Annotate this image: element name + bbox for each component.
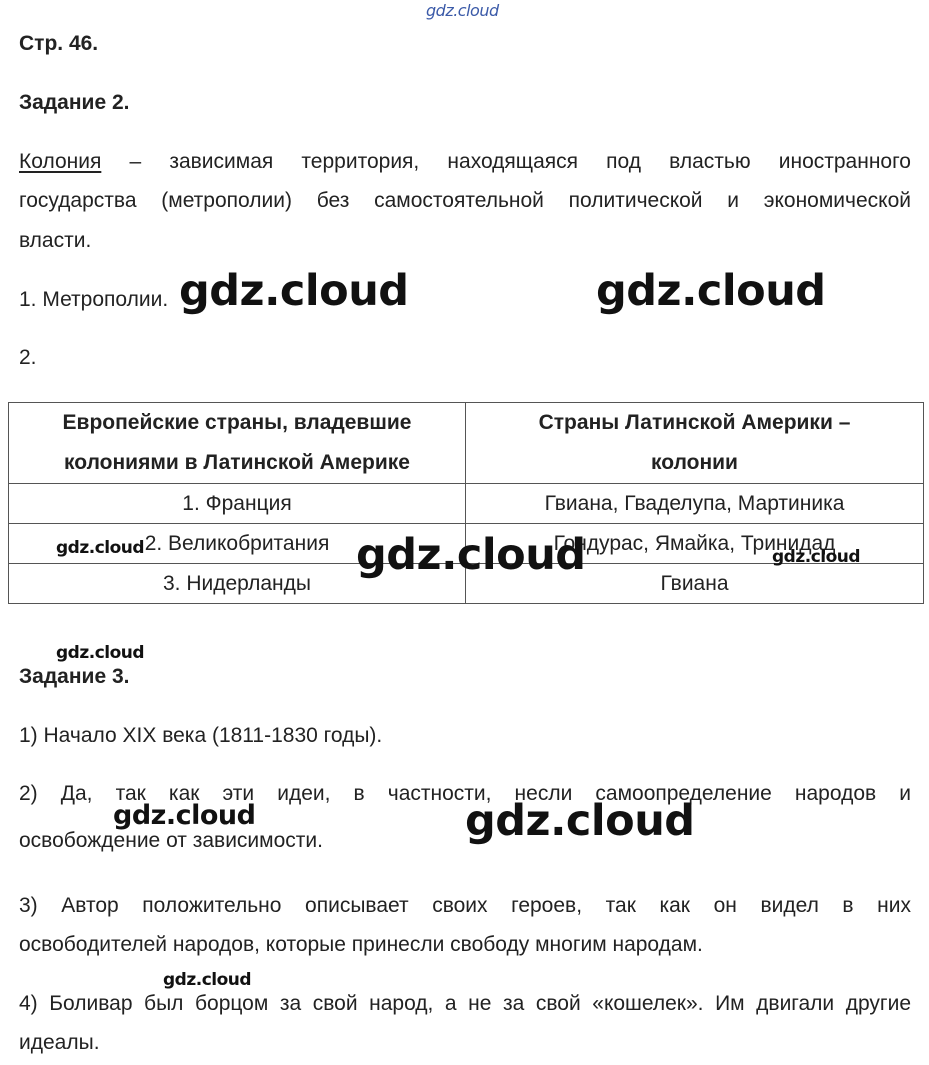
watermark-top: gdz.cloud (426, 1, 499, 20)
header-2-line-2: колонии (651, 451, 738, 474)
task2-title: Задание 2. (19, 91, 130, 114)
answer-3-2-line-1: 2) Да, так как эти идеи, в частности, несли самоопределение народов и (19, 782, 911, 805)
answer-3-3-line-2: освободителей народов, которые принесли свободу многим народам. (19, 933, 703, 956)
watermark: gdz.cloud (356, 530, 586, 580)
header-1-line-2: колониями в Латинской Америке (64, 451, 410, 474)
table-header-cell (9, 403, 466, 484)
watermark: gdz.cloud (56, 643, 145, 663)
watermark: gdz.cloud (596, 266, 826, 316)
watermark: gdz.cloud (163, 970, 252, 990)
table-cell-country: 1. Франция (9, 484, 466, 524)
page-label: Стр. 46. (19, 32, 99, 55)
answer-3-3-line-1: 3) Автор положительно описывает своих героев, так как он видел в них (19, 894, 911, 917)
definition-line-3: власти. (19, 229, 92, 252)
answer-3-4-line-1: 4) Боливар был борцом за свой народ, а не за свой «кошелек». Им двигали другие (19, 992, 911, 1015)
table-cell-country: 2. Великобритания (9, 524, 466, 564)
table-cell-colonies: Гондурас, Ямайка, Тринидад (466, 524, 924, 564)
term-colony: Колония (19, 150, 102, 173)
answer-item-1: 1. Метрополии. (19, 288, 169, 311)
table-cell-colonies: Гвиана, Гваделупа, Мартиника (466, 484, 924, 524)
header-1-line-1: Европейские страны, владевшие (62, 411, 412, 434)
definition-text-1: – зависимая территория, находящаяся под властью иностранного (129, 150, 911, 173)
table-cell-colonies: Гвиана (466, 564, 924, 604)
watermark: gdz.cloud (179, 266, 409, 316)
answer-3-1: 1) Начало XIX века (1811-1830 годы). (19, 724, 383, 747)
header-2-line-1: Страны Латинской Америки – (538, 411, 851, 434)
answer-3-4-line-2: идеалы. (19, 1031, 100, 1054)
table-header-row (9, 403, 924, 484)
watermark: gdz.cloud (113, 800, 256, 831)
table-header-cell (466, 403, 924, 484)
answer-3-2-line-2: освобождение от зависимости. (19, 829, 323, 852)
watermark: gdz.cloud (56, 538, 145, 558)
table-row (9, 484, 924, 524)
definition-line-1 (19, 150, 911, 174)
watermark: gdz.cloud (772, 547, 861, 567)
watermark: gdz.cloud (465, 796, 695, 846)
task3-title: Задание 3. (19, 665, 130, 688)
table-cell-country: 3. Нидерланды (9, 564, 466, 604)
definition-line-2: государства (метрополии) без самостоятельной политической и экономической (19, 189, 911, 212)
answer-item-2: 2. (19, 346, 37, 369)
